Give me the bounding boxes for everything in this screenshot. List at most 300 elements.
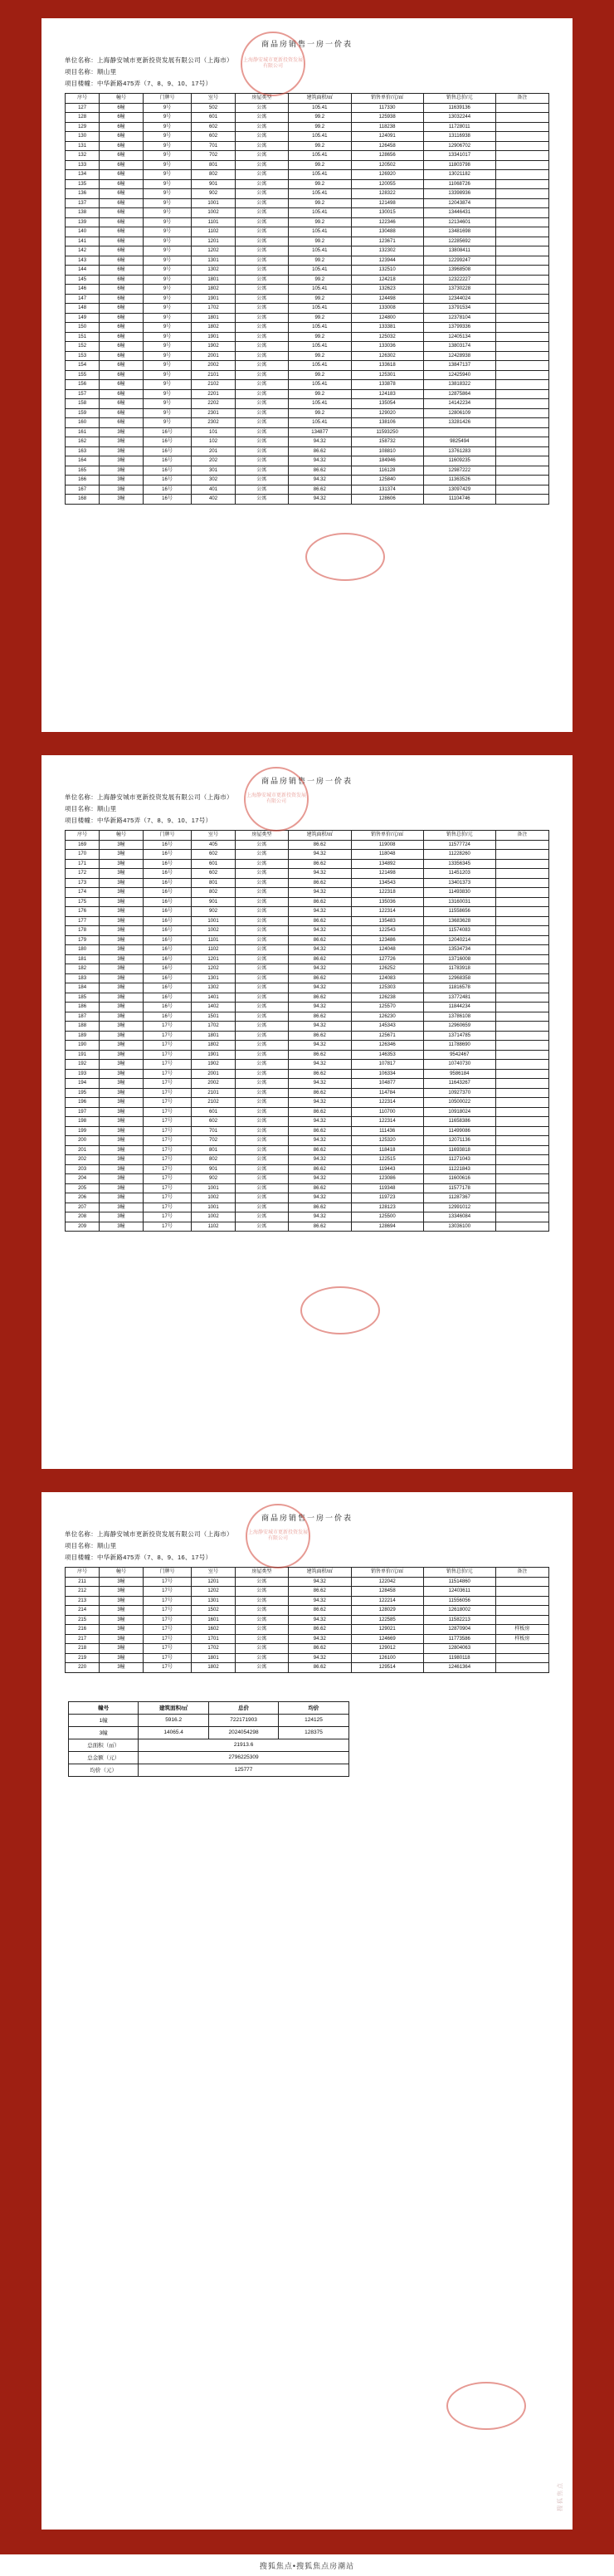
table-row xyxy=(66,878,549,888)
table-cell: 1002 xyxy=(192,208,236,218)
table-cell: 17号 xyxy=(143,1155,191,1165)
table-cell: 12322227 xyxy=(423,275,495,285)
table-row xyxy=(66,437,549,447)
table-cell: 191 xyxy=(66,1050,100,1060)
table-cell: 17号 xyxy=(143,1587,191,1597)
table-cell: 3幢 xyxy=(100,973,144,983)
table-cell: 122346 xyxy=(351,217,423,227)
table-cell xyxy=(495,888,548,898)
table-header-row xyxy=(66,94,549,104)
table-cell: 公寓 xyxy=(235,122,288,132)
col-building: 幢号 xyxy=(100,94,144,104)
table-cell: 134 xyxy=(66,170,100,180)
table-cell: 公寓 xyxy=(235,476,288,485)
table-cell: 11693818 xyxy=(423,1145,495,1155)
table-cell: 12425940 xyxy=(423,370,495,380)
table-cell: 公寓 xyxy=(235,237,288,246)
table-cell: 99.2 xyxy=(289,141,352,151)
table-cell: 6幢 xyxy=(100,189,144,199)
table-cell xyxy=(495,1606,548,1616)
table-row xyxy=(66,1596,549,1606)
table-cell: 128322 xyxy=(351,189,423,199)
table-cell: 12875864 xyxy=(423,389,495,399)
table-row xyxy=(66,1174,549,1184)
table-cell: 1001 xyxy=(192,1203,236,1212)
table-cell: 158732 xyxy=(351,437,423,447)
table-cell: 1702 xyxy=(192,1022,236,1032)
table-cell: 126230 xyxy=(351,1012,423,1022)
table-body-1 xyxy=(66,103,549,504)
table-cell: 114784 xyxy=(351,1088,423,1098)
table-row xyxy=(66,973,549,983)
table-cell: 公寓 xyxy=(235,850,288,860)
table-cell: 132623 xyxy=(351,285,423,295)
table-cell: 9号 xyxy=(143,132,191,142)
table-cell: 94.32 xyxy=(289,1577,352,1587)
table-cell xyxy=(495,1164,548,1174)
table-cell: 118418 xyxy=(351,1145,423,1155)
table-cell: 公寓 xyxy=(235,246,288,256)
table-row xyxy=(66,170,549,180)
table-cell: 124218 xyxy=(351,275,423,285)
table-cell: 105.41 xyxy=(289,266,352,276)
table-cell: 122314 xyxy=(351,907,423,917)
table-cell: 3幢 xyxy=(100,1203,144,1212)
table-cell: 146353 xyxy=(351,1050,423,1060)
table-cell: 2002 xyxy=(192,361,236,371)
table-cell: 94.32 xyxy=(289,850,352,860)
table-cell: 86.62 xyxy=(289,1203,352,1212)
table-cell xyxy=(495,1587,548,1597)
table-cell xyxy=(495,408,548,418)
table-cell: 2001 xyxy=(192,1069,236,1079)
table-cell: 1302 xyxy=(192,983,236,993)
table-cell xyxy=(495,1012,548,1022)
table-cell: 9号 xyxy=(143,313,191,323)
table-cell: 9542467 xyxy=(423,1050,495,1060)
table-cell: 99.2 xyxy=(289,408,352,418)
table-cell: 公寓 xyxy=(235,1050,288,1060)
table-row xyxy=(66,850,549,860)
table-cell: 9号 xyxy=(143,266,191,276)
table-cell: 公寓 xyxy=(235,1136,288,1146)
table-cell: 3幢 xyxy=(100,1577,144,1587)
summary-col-area: 建筑面积/㎡ xyxy=(139,1701,208,1714)
table-cell: 1002 xyxy=(192,1193,236,1203)
table-cell: 17号 xyxy=(143,1634,191,1644)
table-cell: 121498 xyxy=(351,869,423,879)
summary-cell: 124125 xyxy=(279,1714,348,1726)
table-cell: 94.32 xyxy=(289,1003,352,1012)
table-cell: 公寓 xyxy=(235,1596,288,1606)
table-cell: 122585 xyxy=(351,1615,423,1625)
table-cell xyxy=(495,1126,548,1136)
table-cell: 13818322 xyxy=(423,380,495,390)
table-cell: 197 xyxy=(66,1107,100,1117)
table-cell: 公寓 xyxy=(235,1615,288,1625)
table-cell: 13803174 xyxy=(423,342,495,352)
table-cell: 17号 xyxy=(143,1041,191,1051)
table-cell: 公寓 xyxy=(235,1012,288,1022)
table-cell: 702 xyxy=(192,1136,236,1146)
table-cell: 公寓 xyxy=(235,1653,288,1663)
table-cell: 17号 xyxy=(143,1663,191,1673)
table-cell: 135 xyxy=(66,179,100,189)
table-row xyxy=(66,408,549,418)
table-row xyxy=(66,1606,549,1616)
table-cell xyxy=(495,1107,548,1117)
table-cell: 公寓 xyxy=(235,256,288,266)
table-cell: 公寓 xyxy=(235,1222,288,1232)
table-cell: 11816578 xyxy=(423,983,495,993)
table-row xyxy=(66,342,549,352)
table-cell xyxy=(495,916,548,926)
table-cell xyxy=(423,427,495,437)
table-cell: 9号 xyxy=(143,351,191,361)
table-cell: 1102 xyxy=(192,1222,236,1232)
table-cell: 205 xyxy=(66,1183,100,1193)
table-cell: 105.41 xyxy=(289,399,352,409)
table-cell: 145 xyxy=(66,275,100,285)
table-cell: 9号 xyxy=(143,198,191,208)
table-cell: 602 xyxy=(192,1117,236,1127)
table-cell: 16号 xyxy=(143,850,191,860)
table-cell: 162 xyxy=(66,437,100,447)
table-cell: 公寓 xyxy=(235,1041,288,1051)
table-cell: 公寓 xyxy=(235,446,288,456)
table-cell: 195 xyxy=(66,1088,100,1098)
table-row xyxy=(66,304,549,314)
table-row xyxy=(66,256,549,266)
table-row xyxy=(66,332,549,342)
document-background xyxy=(0,18,614,2576)
table-cell: 3幢 xyxy=(100,926,144,936)
table-cell: 128656 xyxy=(351,151,423,161)
table-cell: 公寓 xyxy=(235,1145,288,1155)
table-cell: 3幢 xyxy=(100,1117,144,1127)
table-cell: 9号 xyxy=(143,304,191,314)
table-cell: 1301 xyxy=(192,256,236,266)
table-cell: 211 xyxy=(66,1577,100,1587)
table-cell: 13791534 xyxy=(423,304,495,314)
page-title: 商品房销售一房一价表 xyxy=(261,40,353,48)
table-cell: 17号 xyxy=(143,1577,191,1587)
table-cell: 110700 xyxy=(351,1107,423,1117)
table-cell: 133618 xyxy=(351,361,423,371)
table-cell: 135483 xyxy=(351,916,423,926)
table-cell xyxy=(495,1098,548,1108)
table-cell xyxy=(495,275,548,285)
table-cell: 1101 xyxy=(192,935,236,945)
table-cell xyxy=(495,1183,548,1193)
table-cell: 11728011 xyxy=(423,122,495,132)
table-cell xyxy=(495,227,548,237)
table-cell: 99.2 xyxy=(289,389,352,399)
table-cell xyxy=(495,1577,548,1587)
table-cell: 公寓 xyxy=(235,1183,288,1193)
table-cell: 190 xyxy=(66,1041,100,1051)
table-row xyxy=(66,427,549,437)
table-cell: 1101 xyxy=(192,217,236,227)
table-cell: 公寓 xyxy=(235,294,288,304)
table-cell: 16号 xyxy=(143,964,191,974)
table-cell: 1002 xyxy=(192,1212,236,1222)
table-cell: 13021182 xyxy=(423,170,495,180)
table-cell: 11271043 xyxy=(423,1155,495,1165)
table-cell: 127726 xyxy=(351,954,423,964)
table-cell: 12804063 xyxy=(423,1644,495,1654)
table-cell: 901 xyxy=(192,1164,236,1174)
table-cell: 302 xyxy=(192,476,236,485)
table-cell: 16号 xyxy=(143,935,191,945)
table-cell: 139 xyxy=(66,217,100,227)
col-total-price: 销售总价/元 xyxy=(423,1568,495,1578)
table-row xyxy=(66,466,549,476)
table-cell: 116128 xyxy=(351,466,423,476)
table-cell: 126100 xyxy=(351,1653,423,1663)
table-cell: 9号 xyxy=(143,275,191,285)
table-row xyxy=(66,446,549,456)
table-cell: 9号 xyxy=(143,246,191,256)
table-cell: 公寓 xyxy=(235,1174,288,1184)
table-cell xyxy=(495,973,548,983)
table-cell: 公寓 xyxy=(235,1203,288,1212)
table-cell: 17号 xyxy=(143,1174,191,1184)
table-cell: 3幢 xyxy=(100,1079,144,1089)
table-cell: 122515 xyxy=(351,1155,423,1165)
table-cell: 196 xyxy=(66,1098,100,1108)
table-cell: 3幢 xyxy=(100,1183,144,1193)
table-cell: 17号 xyxy=(143,1625,191,1635)
table-row xyxy=(66,246,549,256)
summary-col-building: 幢号 xyxy=(69,1701,139,1714)
table-row xyxy=(66,1088,549,1098)
table-cell: 3幢 xyxy=(100,1155,144,1165)
table-cell: 3幢 xyxy=(100,878,144,888)
table-cell: 17号 xyxy=(143,1107,191,1117)
table-cell: 13683628 xyxy=(423,916,495,926)
table-row xyxy=(66,227,549,237)
table-row xyxy=(66,113,549,123)
table-cell: 11980118 xyxy=(423,1653,495,1663)
table-cell: 94.32 xyxy=(289,1155,352,1165)
table-cell: 公寓 xyxy=(235,275,288,285)
table-cell: 2002 xyxy=(192,1079,236,1089)
table-cell: 12991012 xyxy=(423,1203,495,1212)
table-cell: 16号 xyxy=(143,495,191,505)
table-cell: 1601 xyxy=(192,1615,236,1625)
table-row xyxy=(66,1222,549,1232)
table-row xyxy=(66,1069,549,1079)
table-cell: 94.32 xyxy=(289,1098,352,1108)
table-cell: 125320 xyxy=(351,1136,423,1146)
table-cell: 3幢 xyxy=(100,1625,144,1635)
table-cell: 133036 xyxy=(351,342,423,352)
table-cell: 128123 xyxy=(351,1203,423,1212)
table-cell: 公寓 xyxy=(235,408,288,418)
table-cell: 3幢 xyxy=(100,993,144,1003)
table-cell xyxy=(495,132,548,142)
table-cell: 1102 xyxy=(192,945,236,955)
table-cell: 公寓 xyxy=(235,132,288,142)
table-cell xyxy=(495,840,548,850)
table-cell: 公寓 xyxy=(235,285,288,295)
table-cell: 3幢 xyxy=(100,1041,144,1051)
table-cell: 13847137 xyxy=(423,361,495,371)
table-cell: 6幢 xyxy=(100,256,144,266)
table-cell: 11574083 xyxy=(423,926,495,936)
table-cell: 129012 xyxy=(351,1644,423,1654)
table-cell: 405 xyxy=(192,840,236,850)
table-cell: 公寓 xyxy=(235,1031,288,1041)
table-cell: 3幢 xyxy=(100,1031,144,1041)
table-cell: 公寓 xyxy=(235,332,288,342)
table-row xyxy=(66,1079,549,1089)
table-header-row xyxy=(66,1568,549,1578)
table-cell: 142 xyxy=(66,246,100,256)
table-cell: 200 xyxy=(66,1136,100,1146)
table-cell: 164 xyxy=(66,456,100,466)
table-cell xyxy=(495,954,548,964)
table-cell: 124498 xyxy=(351,294,423,304)
table-cell xyxy=(495,256,548,266)
table-cell: 13761283 xyxy=(423,446,495,456)
table-cell: 3幢 xyxy=(100,954,144,964)
table-cell xyxy=(495,495,548,505)
table-cell: 94.32 xyxy=(289,1634,352,1644)
summary-total-row xyxy=(69,1751,349,1764)
table-cell: 2201 xyxy=(192,389,236,399)
table-cell xyxy=(495,237,548,246)
table-cell: 94.32 xyxy=(289,495,352,505)
table-cell: 137 xyxy=(66,198,100,208)
table-cell: 9号 xyxy=(143,103,191,113)
table-cell: 99.2 xyxy=(289,332,352,342)
table-cell: 17号 xyxy=(143,1193,191,1203)
table-cell: 9号 xyxy=(143,256,191,266)
table-row xyxy=(66,964,549,974)
table-cell: 9号 xyxy=(143,189,191,199)
table-cell xyxy=(495,1193,548,1203)
table-cell: 公寓 xyxy=(235,1606,288,1616)
table-cell: 公寓 xyxy=(235,907,288,917)
table-cell: 105.41 xyxy=(289,170,352,180)
table-cell: 公寓 xyxy=(235,888,288,898)
table-cell: 13281426 xyxy=(423,418,495,428)
table-cell: 133008 xyxy=(351,304,423,314)
table-cell: 134892 xyxy=(351,859,423,869)
table-cell: 公寓 xyxy=(235,926,288,936)
table-cell: 样板房 xyxy=(495,1634,548,1644)
table-cell: 11844234 xyxy=(423,1003,495,1012)
table-cell: 86.62 xyxy=(289,1164,352,1174)
table-cell: 12806109 xyxy=(423,408,495,418)
table-cell: 105.41 xyxy=(289,342,352,352)
table-cell: 86.62 xyxy=(289,1107,352,1117)
table-cell: 123671 xyxy=(351,237,423,246)
table-cell: 3幢 xyxy=(100,1164,144,1174)
table-cell: 11499086 xyxy=(423,1126,495,1136)
table-cell: 901 xyxy=(192,897,236,907)
table-cell: 86.62 xyxy=(289,485,352,495)
table-cell: 99.2 xyxy=(289,256,352,266)
table-cell: 119348 xyxy=(351,1183,423,1193)
table-cell: 11783918 xyxy=(423,964,495,974)
project-name-line: 项目名称：顺山里 xyxy=(65,68,117,76)
table-row xyxy=(66,313,549,323)
table-cell: 602 xyxy=(192,869,236,879)
table-cell xyxy=(495,446,548,456)
table-cell: 124183 xyxy=(351,389,423,399)
table-cell: 140 xyxy=(66,227,100,237)
table-cell xyxy=(495,103,548,113)
table-cell: 122214 xyxy=(351,1596,423,1606)
table-cell: 125938 xyxy=(351,113,423,123)
summary-cell: 3幢 xyxy=(69,1726,139,1739)
table-cell: 公寓 xyxy=(235,1577,288,1587)
table-cell: 3幢 xyxy=(100,840,144,850)
table-cell: 86.62 xyxy=(289,466,352,476)
table-cell: 94.32 xyxy=(289,869,352,879)
table-row xyxy=(66,1634,549,1644)
table-cell: 9号 xyxy=(143,399,191,409)
col-index: 序号 xyxy=(66,1568,100,1578)
table-cell xyxy=(495,1653,548,1663)
summary-table xyxy=(68,1701,349,1777)
table-cell: 公寓 xyxy=(235,945,288,955)
table-cell: 3幢 xyxy=(100,1088,144,1098)
col-index: 序号 xyxy=(66,831,100,841)
table-cell: 3幢 xyxy=(100,427,144,437)
table-cell: 902 xyxy=(192,907,236,917)
table-cell: 3幢 xyxy=(100,916,144,926)
table-cell: 3幢 xyxy=(100,945,144,955)
table-cell: 6幢 xyxy=(100,160,144,170)
table-cell xyxy=(495,294,548,304)
table-cell: 2302 xyxy=(192,418,236,428)
table-row xyxy=(66,1145,549,1155)
table-cell: 公寓 xyxy=(235,304,288,314)
table-cell xyxy=(495,285,548,295)
table-row xyxy=(66,495,549,505)
table-cell xyxy=(495,151,548,161)
table-cell: 219 xyxy=(66,1653,100,1663)
table-cell: 86.62 xyxy=(289,993,352,1003)
table-row xyxy=(66,1155,549,1165)
table-cell: 9号 xyxy=(143,141,191,151)
table-cell: 126302 xyxy=(351,351,423,361)
summary-total-row xyxy=(69,1739,349,1751)
table-cell: 2301 xyxy=(192,408,236,418)
table-cell: 公寓 xyxy=(235,427,288,437)
table-cell: 192 xyxy=(66,1060,100,1070)
table-cell: 207 xyxy=(66,1203,100,1212)
table-cell: 3幢 xyxy=(100,869,144,879)
table-row xyxy=(66,294,549,304)
table-cell: 701 xyxy=(192,141,236,151)
table-cell: 1602 xyxy=(192,1625,236,1635)
table-cell: 94.32 xyxy=(289,1212,352,1222)
col-door: 门牌号 xyxy=(143,1568,191,1578)
table-cell: 99.2 xyxy=(289,237,352,246)
col-area: 建筑面积/㎡ xyxy=(289,831,352,841)
table-cell: 173 xyxy=(66,878,100,888)
table-cell: 189 xyxy=(66,1031,100,1041)
table-row xyxy=(66,1126,549,1136)
table-cell: 11363526 xyxy=(423,476,495,485)
table-cell: 9号 xyxy=(143,380,191,390)
table-cell xyxy=(495,361,548,371)
